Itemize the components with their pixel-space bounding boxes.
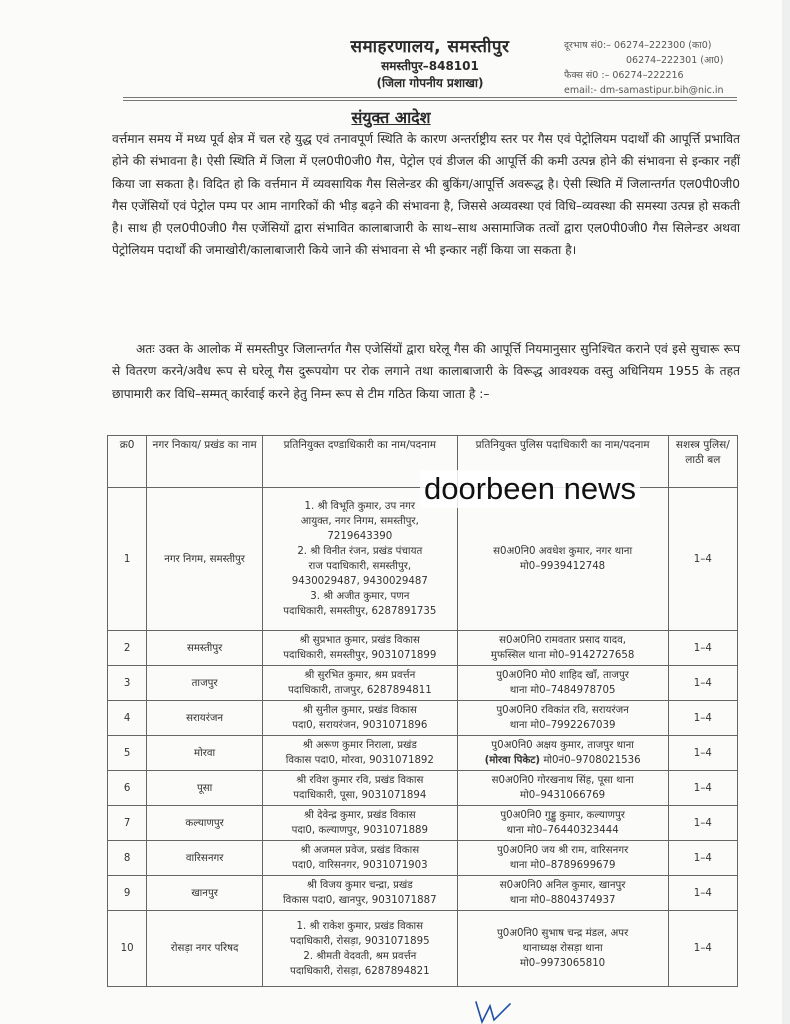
- police-line: स0अ0नि0 गोरखनाथ सिंह, पूसा थाना: [491, 775, 634, 786]
- magistrate-line: पदाधिकारी, पूसा, 9031071894: [293, 790, 427, 801]
- cell-police: [457, 911, 668, 987]
- police-line: थाना मो0–8789699679: [509, 860, 616, 871]
- police-line: पु0अ0नि0 अक्षय कुमार, ताजपुर थाना: [491, 740, 634, 751]
- cell-sno: 9: [108, 876, 147, 911]
- cell-magistrate: [263, 736, 458, 771]
- cell-sno: 7: [108, 806, 147, 841]
- magistrate-line: 2. श्री विनीत रंजन, प्रखंड पंचायत: [297, 546, 423, 557]
- police-line: थाना मो0–7992267039: [509, 720, 616, 731]
- header-area: नगर निकाय/ प्रखंड का नाम: [147, 436, 263, 488]
- police-line: पु0अ0नि0 जय श्री राम, वारिसनगर: [496, 845, 629, 856]
- police-line: पु0अ0नि0 गुड्डु कुमार, कल्याणपुर: [500, 810, 625, 821]
- police-line: मो0–9939412748: [520, 561, 606, 572]
- cell-police: [457, 876, 668, 911]
- police-line: पु0अ0नि0 सुभाष चन्द्र मंडल, अपर: [496, 928, 629, 939]
- cell-force: 1–4: [668, 736, 737, 771]
- cell-magistrate: [263, 911, 458, 987]
- table-row: [108, 841, 738, 876]
- signature-mark: [470, 1000, 520, 1024]
- header-police: प्रतिनियुक्त पुलिस पदाधिकारी का नाम/पदनाम: [457, 436, 668, 488]
- magistrate-line: 9430029487, 9430029487: [291, 576, 428, 587]
- magistrate-line: श्री देवेन्द्र कुमार, प्रखंड विकास: [303, 810, 416, 821]
- magistrate-line: आयुक्त, नगर निगम, समस्तीपुर,: [300, 516, 419, 527]
- paragraph-1: वर्त्तमान समय में मध्य पूर्व क्षेत्र में चल रहे युद्ध एवं तनावपूर्ण स्थिति के कारण अन्तर्राष्ट्रीय स्तर पर गैस एवं पेट्रोलियम पदार्थों की आपूर्त्ति प्रभावित होने की संभावना है। ऐसी स्थिति में जिला में एल0पी0जी0 गैस, पेट्रोल एवं डीजल की आपूर्त्ति की कमी उत्पन्न होने की संभावना से इन्कार नहीं किया जा सकता है। विदित हो कि वर्त्तमान में व्यवसायिक गैस सिलेन्डर की बुकिंग/आपूर्त्ति अवरूद्ध है। ऐसी स्थिति में जिलान्तर्गत एल0पी0जी0 गैस एजेंसियों एवं पेट्रोल पम्प पर आम नागरिकों की भीड़ बढ़ने की संभावना है, जिससे अव्यवस्था एवं विधि–व्यवस्था की समस्या उत्पन्न हो सकती है। साथ ही एल0पी0जी0 गैस एजेंसियों द्वारा संभावित कालाबाजारी के साथ–साथ असामाजिक तत्वों द्वारा एल0पी0जी0 गैस सिलेन्डर अथवा पेट्रोलियम पदार्थों की जमाखोरी/कालाबाजारी किये जाने की संभावना से भी इन्कार नहीं किया जा सकता है।: [112, 132, 740, 258]
- table-row: [108, 876, 738, 911]
- cell-police: [457, 666, 668, 701]
- cell-area: ताजपुर: [147, 666, 263, 701]
- cell-force: 1–4: [668, 666, 737, 701]
- cell-magistrate: [263, 841, 458, 876]
- magistrate-line: विकास पदा0, मोरवा, 9031071892: [285, 755, 434, 766]
- phone-line-1: दूरभाष सं0:– 06274–222300 (का0): [564, 40, 712, 51]
- magistrate-line: श्री सुरभित कुमार, श्रम प्रवर्त्तन: [304, 670, 416, 681]
- magistrate-line: राज पदाधिकारी, समस्तीपुर,: [308, 561, 412, 572]
- police-line: स0अ0नि0 रामवतार प्रसाद यादव,: [499, 635, 627, 646]
- magistrate-line: पदाधिकारी, ताजपुर, 6287894811: [287, 685, 432, 696]
- cell-area: सरायरंजन: [147, 701, 263, 736]
- magistrate-line: श्री अरूण कुमार निराला, प्रखंड: [302, 740, 417, 751]
- table-row: [108, 771, 738, 806]
- cell-area: खानपुर: [147, 876, 263, 911]
- police-line: थानाध्यक्ष रोसड़ा थाना: [522, 943, 603, 954]
- police-line: मो0–9973065810: [520, 958, 606, 969]
- cell-magistrate: [263, 701, 458, 736]
- magistrate-line: श्री रविश कुमार रवि, प्रखंड विकास: [296, 775, 424, 786]
- cell-sno: 3: [108, 666, 147, 701]
- table-row: [108, 488, 738, 631]
- magistrate-line: 7219643390: [327, 531, 393, 542]
- office-branch: (जिला गोपनीय प्रशाखा): [376, 76, 484, 90]
- table-row: [108, 806, 738, 841]
- cell-sno: 6: [108, 771, 147, 806]
- magistrate-line: श्री विजय कुमार चन्द्रा, प्रखंड: [306, 880, 413, 891]
- magistrate-line: 1. श्री विभूति कुमार, उप नगर: [304, 501, 416, 512]
- police-line: थाना मो0–7484978705: [509, 685, 616, 696]
- picket-label: (मोरवा पिकेट): [484, 755, 541, 766]
- cell-area: रोसड़ा नगर परिषद: [147, 911, 263, 987]
- cell-sno: 1: [108, 488, 147, 631]
- table-row: [108, 911, 738, 987]
- fax-line: फैक्स सं0 :– 06274–222216: [564, 70, 684, 81]
- magistrate-line: पदाधिकारी, समस्तीपुर, 6287891735: [283, 606, 437, 617]
- phone-line-2: 06274–222301 (आ0): [626, 55, 724, 66]
- cell-police: [457, 771, 668, 806]
- police-line: थाना मो0–8804374937: [509, 895, 616, 906]
- cell-area: नगर निगम, समस्तीपुर: [147, 488, 263, 631]
- email-line: email:- dm-samastipur.bih@nic.in: [564, 85, 724, 96]
- watermark: doorbeen news: [420, 470, 640, 508]
- cell-force: 1–4: [668, 876, 737, 911]
- magistrate-line: पदा0, सरायरंजन, 9031071896: [292, 720, 428, 731]
- police-line: मुफस्सिल थाना मो0–9142727658: [490, 650, 635, 661]
- cell-force: 1–4: [668, 631, 737, 666]
- header-sno: क्र0: [108, 436, 147, 488]
- magistrate-line: 2. श्रीमती वेदवती, श्रम प्रवर्त्तन: [303, 950, 417, 962]
- police-line: पु0अ0नि0 मो0 शाहिद खाँ, ताजपुर: [496, 670, 629, 681]
- magistrate-line: पदाधिकारी, रोसड़ा, 9031071895: [290, 935, 430, 947]
- cell-police: [457, 631, 668, 666]
- cell-force: 1–4: [668, 911, 737, 987]
- cell-magistrate: [263, 771, 458, 806]
- cell-magistrate: [263, 631, 458, 666]
- cell-force: 1–4: [668, 806, 737, 841]
- cell-sno: 4: [108, 701, 147, 736]
- cell-police: [457, 488, 668, 631]
- table-row: [108, 631, 738, 666]
- magistrate-line: श्री सुप्रभात कुमार, प्रखंड विकास: [299, 635, 420, 646]
- police-line: मो0–9431066769: [520, 790, 606, 801]
- document-title: संयुक्त आदेश: [351, 108, 431, 127]
- magistrate-line: श्री सुनील कुमार, प्रखंड विकास: [302, 705, 417, 716]
- cell-force: 1–4: [668, 701, 737, 736]
- cell-sno: 5: [108, 736, 147, 771]
- police-line: [461, 753, 665, 768]
- table-row: [108, 701, 738, 736]
- cell-magistrate: [263, 876, 458, 911]
- page-edge: [782, 0, 790, 1024]
- cell-area: कल्याणपुर: [147, 806, 263, 841]
- header-magistrate: प्रतिनियुक्त दण्डाधिकारी का नाम/पदनाम: [263, 436, 458, 488]
- cell-area: समस्तीपुर: [147, 631, 263, 666]
- cell-sno: 2: [108, 631, 147, 666]
- magistrate-line: पदाधिकारी, रोसड़ा, 6287894821: [290, 965, 430, 977]
- office-address: समस्तीपुर–848101: [381, 59, 479, 73]
- magistrate-line: पदा0, कल्याणपुर, 9031071889: [291, 825, 429, 836]
- table-row: [108, 666, 738, 701]
- header-force: सशस्त्र पुलिस/ लाठी बल: [668, 436, 737, 488]
- cell-force: 1–4: [668, 771, 737, 806]
- cell-magistrate: [263, 488, 458, 631]
- cell-police: [457, 736, 668, 771]
- cell-magistrate: [263, 806, 458, 841]
- magistrate-line: पदाधिकारी, समस्तीपुर, 9031071899: [283, 650, 437, 661]
- cell-police: [457, 806, 668, 841]
- paragraph-2: अतः उक्त के आलोक में समस्तीपुर जिलान्तर्गत गैस एजेसिंयों द्वारा घरेलू गैस की आपूर्त्ति नियमानुसार सुनिश्चित कराने एवं इसे सुचारू रूप से वितरण करने/अवैध रूप से घरेलू गैस दुरूपयोग पर रोक लगाने तथा कालाबाजारी के विरूद्ध आवश्यक वस्तु अधिनियम 1955 के तहत छापामारी कर विधि–सम्मत् कार्रवाई करने हेतु निम्न रूप से टीम गठित किया जाता है :–: [112, 342, 740, 401]
- cell-police: [457, 841, 668, 876]
- police-phone: मो0नं0–9708021536: [543, 755, 641, 766]
- magistrate-line: 1. श्री राकेश कुमार, प्रखंड विकास: [296, 920, 424, 932]
- cell-magistrate: [263, 666, 458, 701]
- letterhead: [300, 36, 560, 92]
- magistrate-line: 3. श्री अजीत कुमार, पणन: [310, 591, 410, 602]
- office-name: समाहरणालय, समस्तीपुर: [350, 37, 510, 57]
- magistrate-line: विकास पदा0, खानपुर, 9031071887: [283, 895, 437, 906]
- cell-sno: 10: [108, 911, 147, 987]
- magistrate-line: श्री अजमल प्रवेज, प्रखंड विकास: [300, 845, 420, 856]
- cell-area: मोरवा: [147, 736, 263, 771]
- contact-block: [564, 38, 724, 98]
- magistrate-line: पदा0, वारिसनगर, 9031071903: [291, 860, 428, 871]
- cell-force: 1–4: [668, 841, 737, 876]
- table-row: [108, 736, 738, 771]
- cell-sno: 8: [108, 841, 147, 876]
- header-divider: [123, 97, 737, 101]
- cell-area: वारिसनगर: [147, 841, 263, 876]
- police-line: स0अ0नि0 अवधेश कुमार, नगर थाना: [493, 546, 633, 557]
- police-line: थाना मो0–76440323444: [506, 825, 619, 836]
- police-line: स0अ0नि0 अनिल कुमार, खानपुर: [499, 880, 626, 891]
- cell-area: पूसा: [147, 771, 263, 806]
- cell-police: [457, 701, 668, 736]
- cell-force: 1–4: [668, 488, 737, 631]
- team-table: [107, 435, 738, 987]
- police-line: पु0अ0नि0 रविकांत रवि, सरायरंजन: [496, 705, 629, 716]
